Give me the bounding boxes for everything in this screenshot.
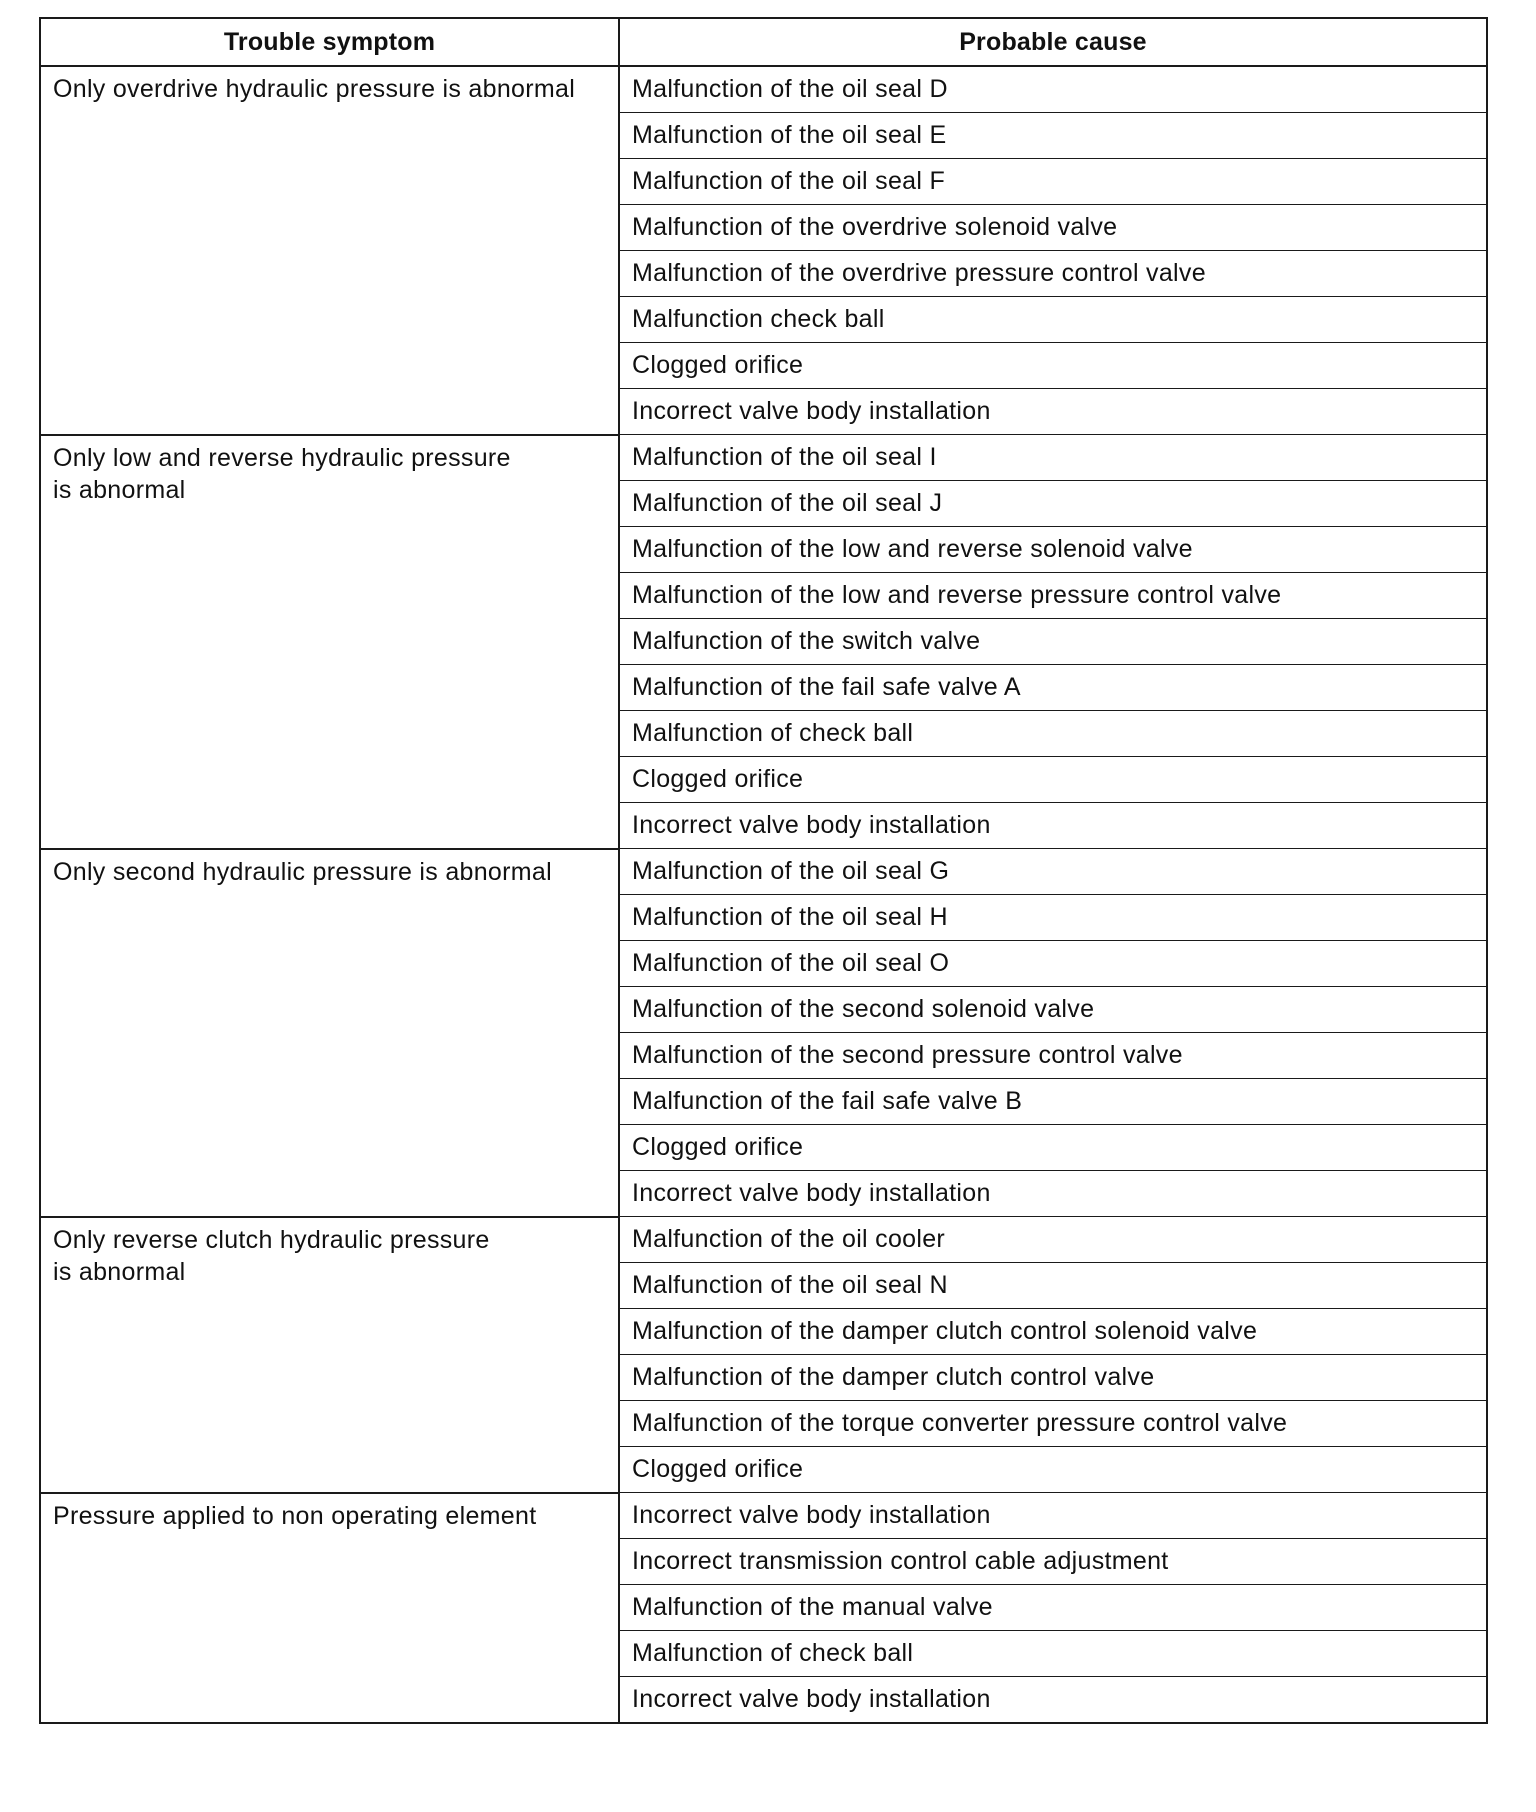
probable-cause-cell: Malfunction of the fail safe valve A (619, 665, 1487, 711)
trouble-symptom-cell: Only second hydraulic pressure is abnormal (40, 849, 619, 1217)
trouble-symptom-cell: Only overdrive hydraulic pressure is abnormal (40, 66, 619, 435)
probable-cause-cell: Malfunction of the oil seal I (619, 435, 1487, 481)
probable-cause-cell: Malfunction of the oil seal N (619, 1263, 1487, 1309)
table-row (40, 435, 1487, 481)
probable-cause-cell: Malfunction of the oil seal D (619, 66, 1487, 113)
probable-cause-cell: Incorrect valve body installation (619, 803, 1487, 849)
trouble-symptom-cell: Only low and reverse hydraulic pressure is abnormal (40, 435, 619, 849)
trouble-symptom-cell: Only reverse clutch hydraulic pressure is abnormal (40, 1217, 619, 1493)
probable-cause-cell: Clogged orifice (619, 1125, 1487, 1171)
probable-cause-cell: Clogged orifice (619, 343, 1487, 389)
probable-cause-cell: Incorrect valve body installation (619, 1677, 1487, 1724)
probable-cause-cell: Malfunction of the overdrive solenoid valve (619, 205, 1487, 251)
probable-cause-cell: Incorrect valve body installation (619, 1171, 1487, 1217)
table-row (40, 66, 1487, 113)
probable-cause-cell: Malfunction of check ball (619, 1631, 1487, 1677)
probable-cause-cell: Clogged orifice (619, 1447, 1487, 1493)
probable-cause-cell: Malfunction of the oil seal H (619, 895, 1487, 941)
trouble-symptom-cell: Pressure applied to non operating element (40, 1493, 619, 1724)
table-row (40, 1217, 1487, 1263)
probable-cause-cell: Malfunction of the low and reverse solenoid valve (619, 527, 1487, 573)
trouble-symptom-table (39, 17, 1488, 1724)
probable-cause-cell: Malfunction of the oil seal F (619, 159, 1487, 205)
table-header-row (40, 18, 1487, 66)
probable-cause-cell: Malfunction of the oil seal J (619, 481, 1487, 527)
probable-cause-cell: Malfunction of the torque converter pressure control valve (619, 1401, 1487, 1447)
table-row (40, 849, 1487, 895)
probable-cause-cell: Malfunction of the damper clutch control valve (619, 1355, 1487, 1401)
probable-cause-cell: Malfunction of the switch valve (619, 619, 1487, 665)
probable-cause-cell: Malfunction of the overdrive pressure control valve (619, 251, 1487, 297)
table-row (40, 1493, 1487, 1539)
probable-cause-cell: Incorrect valve body installation (619, 389, 1487, 435)
probable-cause-cell: Malfunction of the second solenoid valve (619, 987, 1487, 1033)
probable-cause-cell: Malfunction of the damper clutch control solenoid valve (619, 1309, 1487, 1355)
header-probable-cause: Probable cause (619, 18, 1487, 66)
probable-cause-cell: Malfunction of the fail safe valve B (619, 1079, 1487, 1125)
probable-cause-cell: Malfunction of the second pressure control valve (619, 1033, 1487, 1079)
probable-cause-cell: Malfunction of the low and reverse pressure control valve (619, 573, 1487, 619)
probable-cause-cell: Malfunction of the manual valve (619, 1585, 1487, 1631)
probable-cause-cell: Malfunction of the oil cooler (619, 1217, 1487, 1263)
probable-cause-cell: Incorrect transmission control cable adjustment (619, 1539, 1487, 1585)
header-trouble-symptom: Trouble symptom (40, 18, 619, 66)
probable-cause-cell: Malfunction of check ball (619, 711, 1487, 757)
probable-cause-cell: Clogged orifice (619, 757, 1487, 803)
probable-cause-cell: Malfunction check ball (619, 297, 1487, 343)
table-body (40, 66, 1487, 1723)
probable-cause-cell: Malfunction of the oil seal G (619, 849, 1487, 895)
probable-cause-cell: Malfunction of the oil seal O (619, 941, 1487, 987)
probable-cause-cell: Malfunction of the oil seal E (619, 113, 1487, 159)
probable-cause-cell: Incorrect valve body installation (619, 1493, 1487, 1539)
